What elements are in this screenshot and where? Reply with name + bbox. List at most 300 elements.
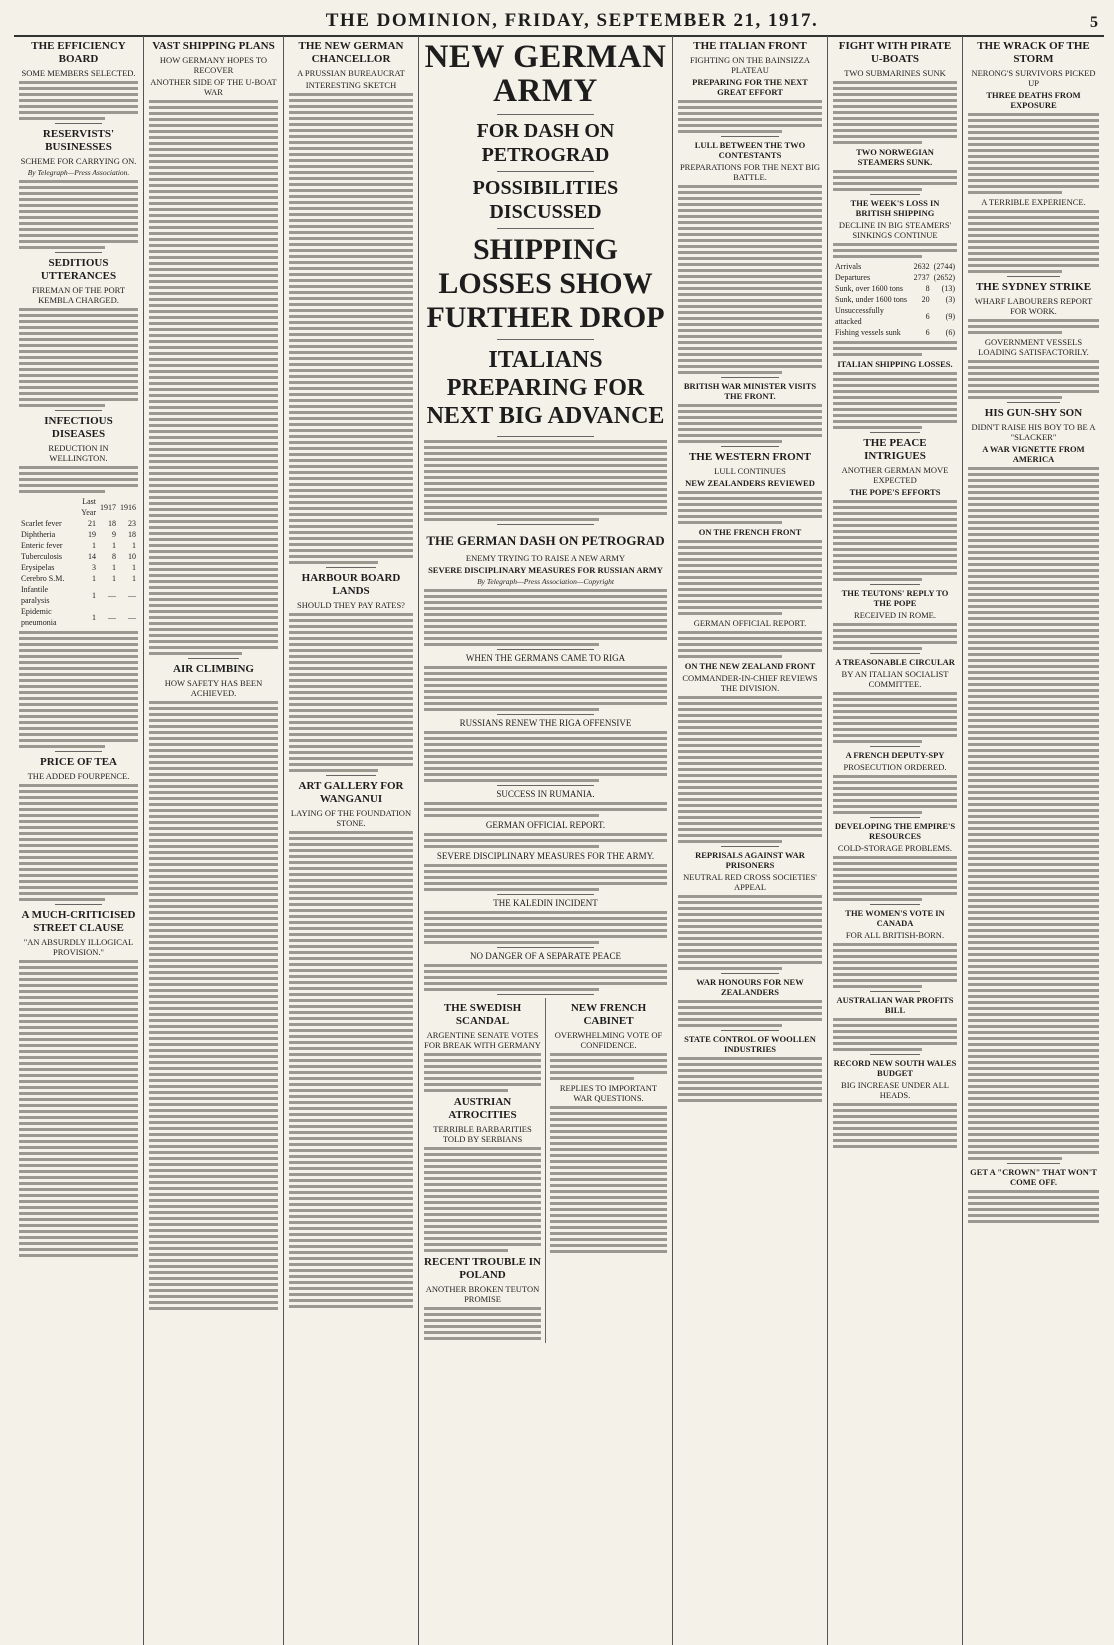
text-line [833,1048,922,1051]
text-line [19,1248,138,1251]
text-line [149,821,278,824]
text-line [833,740,922,743]
text-line [149,190,278,193]
text-line [149,827,278,830]
text-line [550,1244,667,1247]
subhead-prussian-bureaucrat: A PRUSSIAN BUREAUCRAT [297,68,405,78]
text-line [424,1325,541,1328]
text-line [289,1065,413,1068]
text-line [289,219,413,222]
text-line [968,725,1099,728]
text-line [833,1133,957,1136]
text-line [19,192,138,195]
text-line [678,901,822,904]
text-line [968,743,1099,746]
headline-riga: WHEN THE GERMANS CAME TO RIGA [465,653,626,663]
text-line [289,745,413,748]
text-line [968,803,1099,806]
text-line [968,905,1099,908]
text-line [19,667,138,670]
text-line [968,593,1099,596]
text-line [833,775,957,778]
text-line [289,237,413,240]
divider [497,171,594,172]
text-line [678,756,822,759]
text-line [833,1145,957,1148]
text-line [149,466,278,469]
text-line [424,941,599,944]
text-line [968,331,1062,334]
headline-war-profits-bill: AUSTRALIAN WAR PROFITS BILL [836,995,954,1015]
text-line [678,738,822,741]
text-line [833,111,957,114]
text-line [289,1167,413,1170]
text-line [289,1221,413,1224]
text-line [678,410,822,413]
divider [870,991,920,992]
text-line [678,191,822,194]
text-line [678,895,822,898]
divider [55,751,103,752]
text-line [424,743,667,746]
text-line [968,845,1099,848]
text-line [833,979,957,982]
text-line [289,903,413,906]
headline-new-french-cabinet: NEW FRENCH CABINET [570,1002,647,1027]
text-line [968,473,1099,476]
text-line [833,1121,957,1124]
text-line [19,99,138,102]
text-line [833,805,957,808]
text-line [149,1067,278,1070]
text-line [289,757,413,760]
text-line [289,975,413,978]
text-line [149,1055,278,1058]
table-cell: Tuberculosis [21,552,63,561]
text-line [149,911,278,914]
text-line [550,1232,667,1235]
table-cell: 8 [111,552,116,561]
text-line [289,321,413,324]
text-line [968,521,1099,524]
text-line [968,761,1099,764]
text-line [424,1059,541,1062]
text-line [833,710,957,713]
table-cell: Unsuccessfully attacked [835,306,884,326]
text-line [19,960,138,963]
text-line [289,679,413,682]
text-line [424,470,667,473]
headline-swedish-scandal: THE SWEDISH SCANDAL [443,1002,522,1027]
text-line [968,995,1099,998]
headline-sydney-strike: THE SYDNEY STRIKE [975,281,1092,293]
subhead-germany-hopes: HOW GERMANY HOPES TO RECOVER [159,55,268,75]
text-line [550,1178,667,1181]
text-line [289,963,413,966]
text-line [968,917,1099,920]
divider [1007,1163,1059,1164]
divider [188,658,240,659]
text-line [289,303,413,306]
text-line [149,839,278,842]
text-line [289,291,413,294]
table-cell: 1 [132,563,136,572]
text-line [289,345,413,348]
text-line [149,274,278,277]
text-line [149,634,278,637]
text-line [968,179,1099,182]
text-line [678,341,822,344]
subhead-serbians: TERRIBLE BARBARITIES TOLD BY SERBIANS [433,1124,532,1144]
text-line [424,1189,541,1192]
divider [870,746,920,747]
table-cell: 1 [91,574,96,583]
text-line [149,809,278,812]
text-line [289,441,413,444]
text-line [678,834,822,837]
text-line [424,779,599,782]
text-line [833,1036,957,1039]
text-line [424,1183,541,1186]
text-line [19,210,138,213]
headline-italian-shipping-losses: ITALIAN SHIPPING LOSSES. [837,359,953,369]
text-line [424,761,667,764]
text-line [968,611,1099,614]
table-cell: — [128,590,136,600]
text-line [968,485,1099,488]
text-line [424,1053,541,1056]
text-line [149,851,278,854]
text-line [678,576,822,579]
text-line [19,856,138,859]
text-line [149,857,278,860]
text-line [833,722,957,725]
text-line [678,655,782,658]
text-line [968,941,1099,944]
text-line [19,1182,138,1185]
text-line [289,171,413,174]
text-line [833,728,957,731]
text-line [968,240,1099,243]
text-line [289,297,413,300]
text-line [550,1238,667,1241]
text-line [149,1169,278,1172]
table-cell: Arrivals [835,262,862,271]
text-line [19,490,105,493]
text-line [289,691,413,694]
text-line [19,1254,138,1257]
text-line [149,154,278,157]
subhead-three-deaths: THREE DEATHS FROM EXPOSURE [986,90,1081,110]
text-line [289,613,413,616]
text-line [149,1289,278,1292]
text-line [968,539,1099,542]
text-line [149,508,278,511]
text-line [678,257,822,260]
text-line [149,628,278,631]
headline-dash-on-petrograd: FOR DASH ON PETROGRAD [476,120,615,166]
text-line [678,798,822,801]
text-line [19,1092,138,1095]
text-line [149,707,278,710]
text-line [19,398,138,401]
text-line [149,334,278,337]
text-line [19,784,138,787]
table-cell: 23 [128,519,136,528]
text-line [19,838,138,841]
headline-air-climbing: AIR CLIMBING [173,663,254,675]
table-cell: 9 [111,530,116,539]
text-line [19,868,138,871]
table-cell: 1 [91,590,96,600]
text-line [149,436,278,439]
text-line [149,640,278,643]
text-line [149,358,278,361]
text-line [289,249,413,252]
headline-womens-vote-canada: THE WOMEN'S VOTE IN CANADA [845,908,945,928]
text-line [149,1091,278,1094]
text-line [19,1206,138,1209]
text-line [678,744,822,747]
text-line [968,131,1099,134]
text-line [149,136,278,139]
text-line [424,1071,541,1074]
text-line [289,525,413,528]
text-line [149,214,278,217]
text-line [424,1147,541,1150]
divider [721,973,779,974]
headline-kaledin-incident: THE KALEDIN INCIDENT [493,898,598,908]
text-line [678,1057,822,1060]
text-line [678,124,822,127]
text-line [19,820,138,823]
text-line [550,1065,667,1068]
text-line [289,537,413,540]
headline-teutons-reply: THE TEUTONS' REPLY TO THE POPE [841,588,949,608]
masthead-title: THE DOMINION, FRIDAY, SEPTEMBER 21, 1917. [325,10,819,31]
text-line [149,1097,278,1100]
table-cell: Departures [835,273,871,282]
text-line [968,1097,1099,1100]
text-line [289,927,413,930]
text-line [149,1139,278,1142]
text-line [833,426,922,429]
text-line [968,252,1099,255]
text-line [149,923,278,926]
text-line [289,225,413,228]
text-line [678,732,822,735]
text-line [289,999,413,1002]
text-line [424,802,667,805]
text-line [19,984,138,987]
text-line [19,814,138,817]
text-line [149,713,278,716]
text-line [289,933,413,936]
table-cell: (2744) [933,262,955,271]
text-line [678,931,822,934]
text-line [289,1287,413,1290]
text-line [833,105,957,108]
text-line [424,613,667,616]
table-header: Last Year [81,497,96,517]
text-line [424,1171,541,1174]
text-line [833,249,957,252]
divider [870,584,920,585]
text-line [424,882,667,885]
text-line [289,1083,413,1086]
text-line [968,1115,1099,1118]
text-line [149,244,278,247]
table-cell: 1 [111,563,116,572]
text-line [19,374,138,377]
text-line [19,643,138,646]
text-line [833,414,957,417]
text-line [968,887,1099,890]
text-line [149,280,278,283]
text-line [968,851,1099,854]
text-line [678,606,822,609]
text-line [968,1214,1099,1217]
text-line [19,1224,138,1227]
divider [870,653,920,654]
text-line [424,690,667,693]
text-line [19,796,138,799]
text-line [833,347,957,350]
text-line [149,791,278,794]
text-line [149,869,278,872]
text-line [289,1131,413,1134]
text-line [833,396,957,399]
text-line [289,447,413,450]
text-line [19,649,138,652]
text-line [149,208,278,211]
text-line [833,135,957,138]
table-cell: 20 [921,295,930,304]
text-line [289,939,413,942]
table-cell: 6 [925,311,930,321]
text-line [289,1299,413,1302]
text-line [968,1127,1099,1130]
divider [721,136,779,137]
text-line [149,797,278,800]
text-line [678,491,822,494]
text-line [19,380,138,383]
text-line [149,1013,278,1016]
text-line [289,279,413,282]
table-row [19,584,138,606]
text-line [289,195,413,198]
text-line [968,659,1099,662]
text-line [968,173,1099,176]
text-line [289,129,413,132]
text-line [289,703,413,706]
table-row [19,529,138,540]
text-line [678,245,822,248]
text-line [550,1148,667,1151]
table-cell: Sunk, over 1600 tons [835,284,903,293]
headline-new-zealand-front: ON THE NEW ZEALAND FRONT [684,661,816,671]
text-line [968,1019,1099,1022]
column-4-main [419,36,673,1645]
text-line [833,793,957,796]
text-line [149,1145,278,1148]
text-line [424,1313,541,1316]
text-line [289,471,413,474]
text-line [424,702,667,705]
table-cell: 2632 [913,262,930,271]
text-line [833,692,957,695]
text-line [968,119,1099,122]
text-line [968,509,1099,512]
text-line [149,1235,278,1238]
table-cell: (6) [945,328,955,337]
text-line [19,1014,138,1017]
text-line [289,375,413,378]
text-line [424,773,667,776]
subhead-next-big-battle: PREPARATIONS FOR THE NEXT BIG BATTLE. [679,162,821,182]
text-line [289,309,413,312]
text-line [424,1159,541,1162]
text-line [19,1236,138,1239]
text-line [149,184,278,187]
text-line [149,430,278,433]
text-line [833,500,957,503]
subhead-war-vignette: A WAR VIGNETTE FROM AMERICA [982,444,1085,464]
text-line [968,1196,1099,1199]
headline-seditious-utterances: SEDITIOUS UTTERANCES [40,257,117,282]
text-line [424,911,667,914]
text-line [149,917,278,920]
subhead-foundation-stone: LAYING OF THE FOUNDATION STONE. [290,808,412,828]
divider [870,904,920,905]
text-line [289,661,413,664]
text-line [424,696,667,699]
text-line [678,497,822,500]
text-line [833,949,957,952]
text-line [289,1281,413,1284]
table-header: 1917 [99,502,116,512]
text-line [968,935,1099,938]
text-line [968,629,1099,632]
text-line [833,99,957,102]
text-line [19,1242,138,1245]
text-line [149,100,278,103]
text-line [968,319,1099,322]
table-cell: Fishing vessels sunk [835,328,901,337]
subhead-seditious-utterances: FIREMAN OF THE PORT KEMBLA CHARGED. [31,285,126,305]
text-line [289,619,413,622]
text-line [19,356,138,359]
text-line [19,1038,138,1041]
subhead-bainsizza: FIGHTING ON THE BAINSIZZA PLATEAU [689,55,810,75]
text-line [968,1145,1099,1148]
text-line [289,1023,413,1026]
text-line [289,399,413,402]
text-line [968,1151,1099,1154]
text-line [149,370,278,373]
text-line [19,186,138,189]
text-line [424,888,599,891]
text-line [424,512,667,515]
text-line [289,105,413,108]
text-line [19,892,138,895]
text-line [678,631,822,634]
text-line [833,548,957,551]
text-line [289,1209,413,1212]
text-line [833,81,957,84]
headline-success-rumania: SUCCESS IN RUMANIA. [496,789,595,799]
text-line [289,1041,413,1044]
